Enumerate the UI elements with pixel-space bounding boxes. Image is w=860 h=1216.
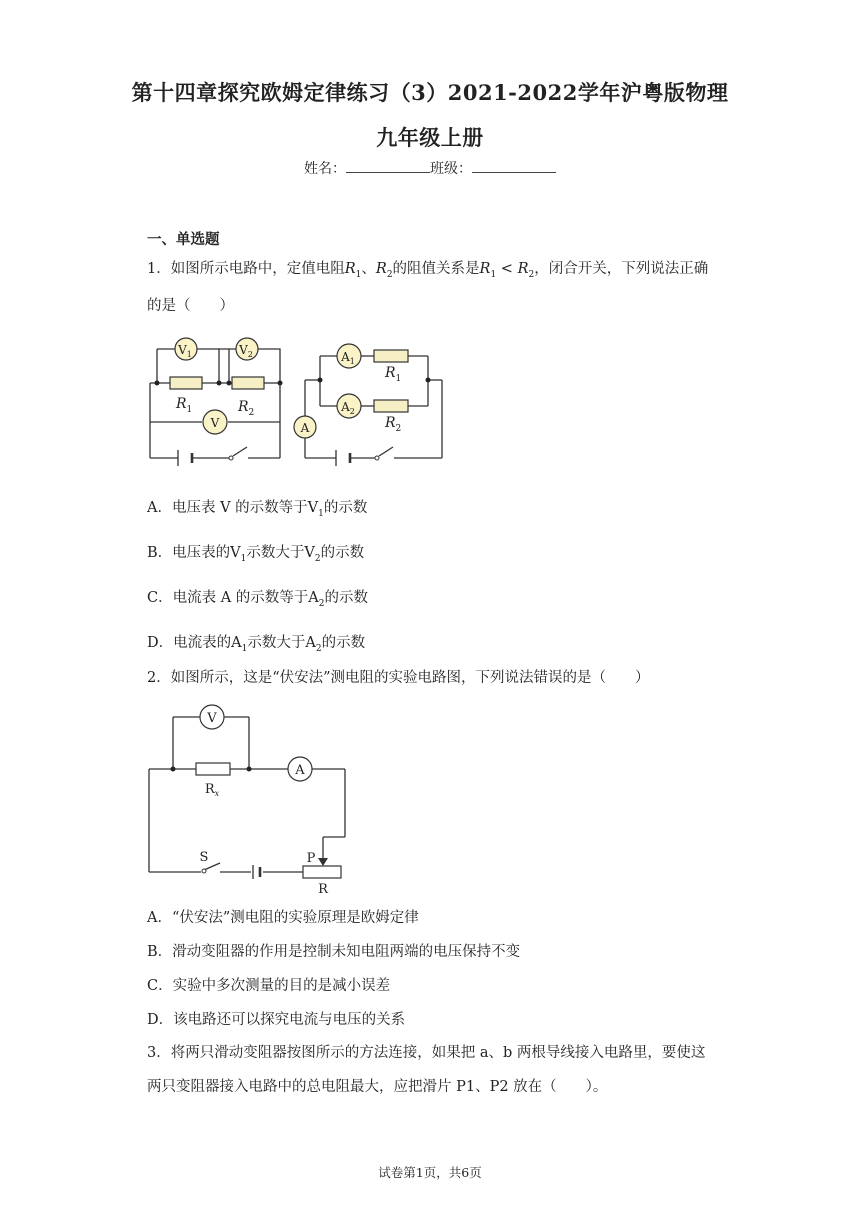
q1-option-c-tail: 的示数 [324,590,369,606]
svg-text:V2: $V_2$ [239,343,253,359]
q1-text-b: 的阻值关系是 [392,261,480,277]
q1-option-c-text: C．电流表 A 的示数等于 [147,590,309,606]
q1-option-b-mid: 示数大于 [246,545,305,561]
title-line-2: 九年级上册 [376,125,484,150]
q1-option-d-tail: 的示数 [321,635,366,651]
svg-text:A: A [295,763,305,778]
q1-option-d-mid: 示数大于 [247,635,306,651]
q1-option-a-text: A．电压表 V 的示数等于 [147,500,308,516]
class-label: 班级： [430,161,472,177]
q1-option-d[interactable]: D．电流表的$A_1$示数大于$A_2$的示数 [147,635,366,654]
q1-option-d-text: D．电流表的 [147,635,232,651]
q3-line-2: 两只变阻器接入电路中的总电阻最大，应把滑片 P1、P2 放在（ ）。 [147,1079,608,1095]
q1-circuit-diagram [140,330,460,470]
q2-option-b[interactable]: B．滑动变阻器的作用是控制未知电阻两端的电压保持不变 [147,944,521,960]
svg-text:R1: $R_1$ [385,365,402,384]
q1-text-a: 1．如图所示电路中，定值电阻 [147,261,345,277]
q1-option-c[interactable]: C．电流表 A 的示数等于$A_2$的示数 [147,590,369,609]
svg-text:A2: $A_2$ [341,400,355,416]
svg-text:P: P [306,851,316,866]
name-blank[interactable] [346,158,430,173]
q2-text: 2．如图所示，这是“伏安法”测电阻的实验电路图，下列说法错误的是（ ） [147,670,650,686]
q2-option-c[interactable]: C．实验中多次测量的目的是减小误差 [147,978,391,994]
q1-line-2: 的是（ ） [147,298,234,314]
q2-option-d[interactable]: D．该电路还可以探究电流与电压的关系 [147,1012,406,1028]
q1-option-b-tail: 的示数 [320,545,365,561]
q3-line-1: 3．将两只滑动变阻器按图所示的方法连接，如果把 a、b 两根导线接入电路里，要使这 [147,1045,706,1061]
q1-option-a[interactable]: A．电压表 V 的示数等于$V_1$的示数 [147,500,368,519]
svg-text:A1: $A_1$ [341,350,355,366]
svg-text:A: A [300,421,310,435]
svg-text:R1: $R_1$ [176,396,193,415]
q1-option-b[interactable]: B．电压表的$V_1$示数大于$V_2$的示数 [147,545,365,564]
svg-text:R2: $R_2$ [238,399,255,418]
section-heading: 一、单选题 [147,231,220,248]
svg-text:V: V [210,416,220,430]
svg-text:Rx: $R_x$ [204,782,220,798]
q1-option-a-tail: 的示数 [323,500,368,516]
svg-text:R2: $R_2$ [385,415,402,434]
svg-text:V: V [207,711,217,726]
class-blank[interactable] [472,158,556,173]
title-line-1: 第十四章探究欧姆定律练习（3）2021-2022学年沪粤版物理 [131,80,729,105]
q2-circuit-diagram [140,700,360,897]
page-footer: 试卷第1页，共6页 [378,1165,482,1180]
q1-text-c: ，闭合开关，下列说法正确 [534,261,709,277]
q2-option-a[interactable]: A．“伏安法”测电阻的实验原理是欧姆定律 [147,910,419,926]
q1-line-1: 1．如图所示电路中，定值电阻$R_1$、$R_2$的阻值关系是$R_1 < R_2$，闭合开关，下列说法正确 [147,261,709,280]
q1-option-b-text: B．电压表的 [147,545,231,561]
svg-text:R: R [318,882,328,897]
student-info [0,158,860,178]
svg-text:V1: $V_1$ [178,343,192,359]
name-label: 姓名： [304,161,346,177]
svg-text:S: S [199,850,209,865]
